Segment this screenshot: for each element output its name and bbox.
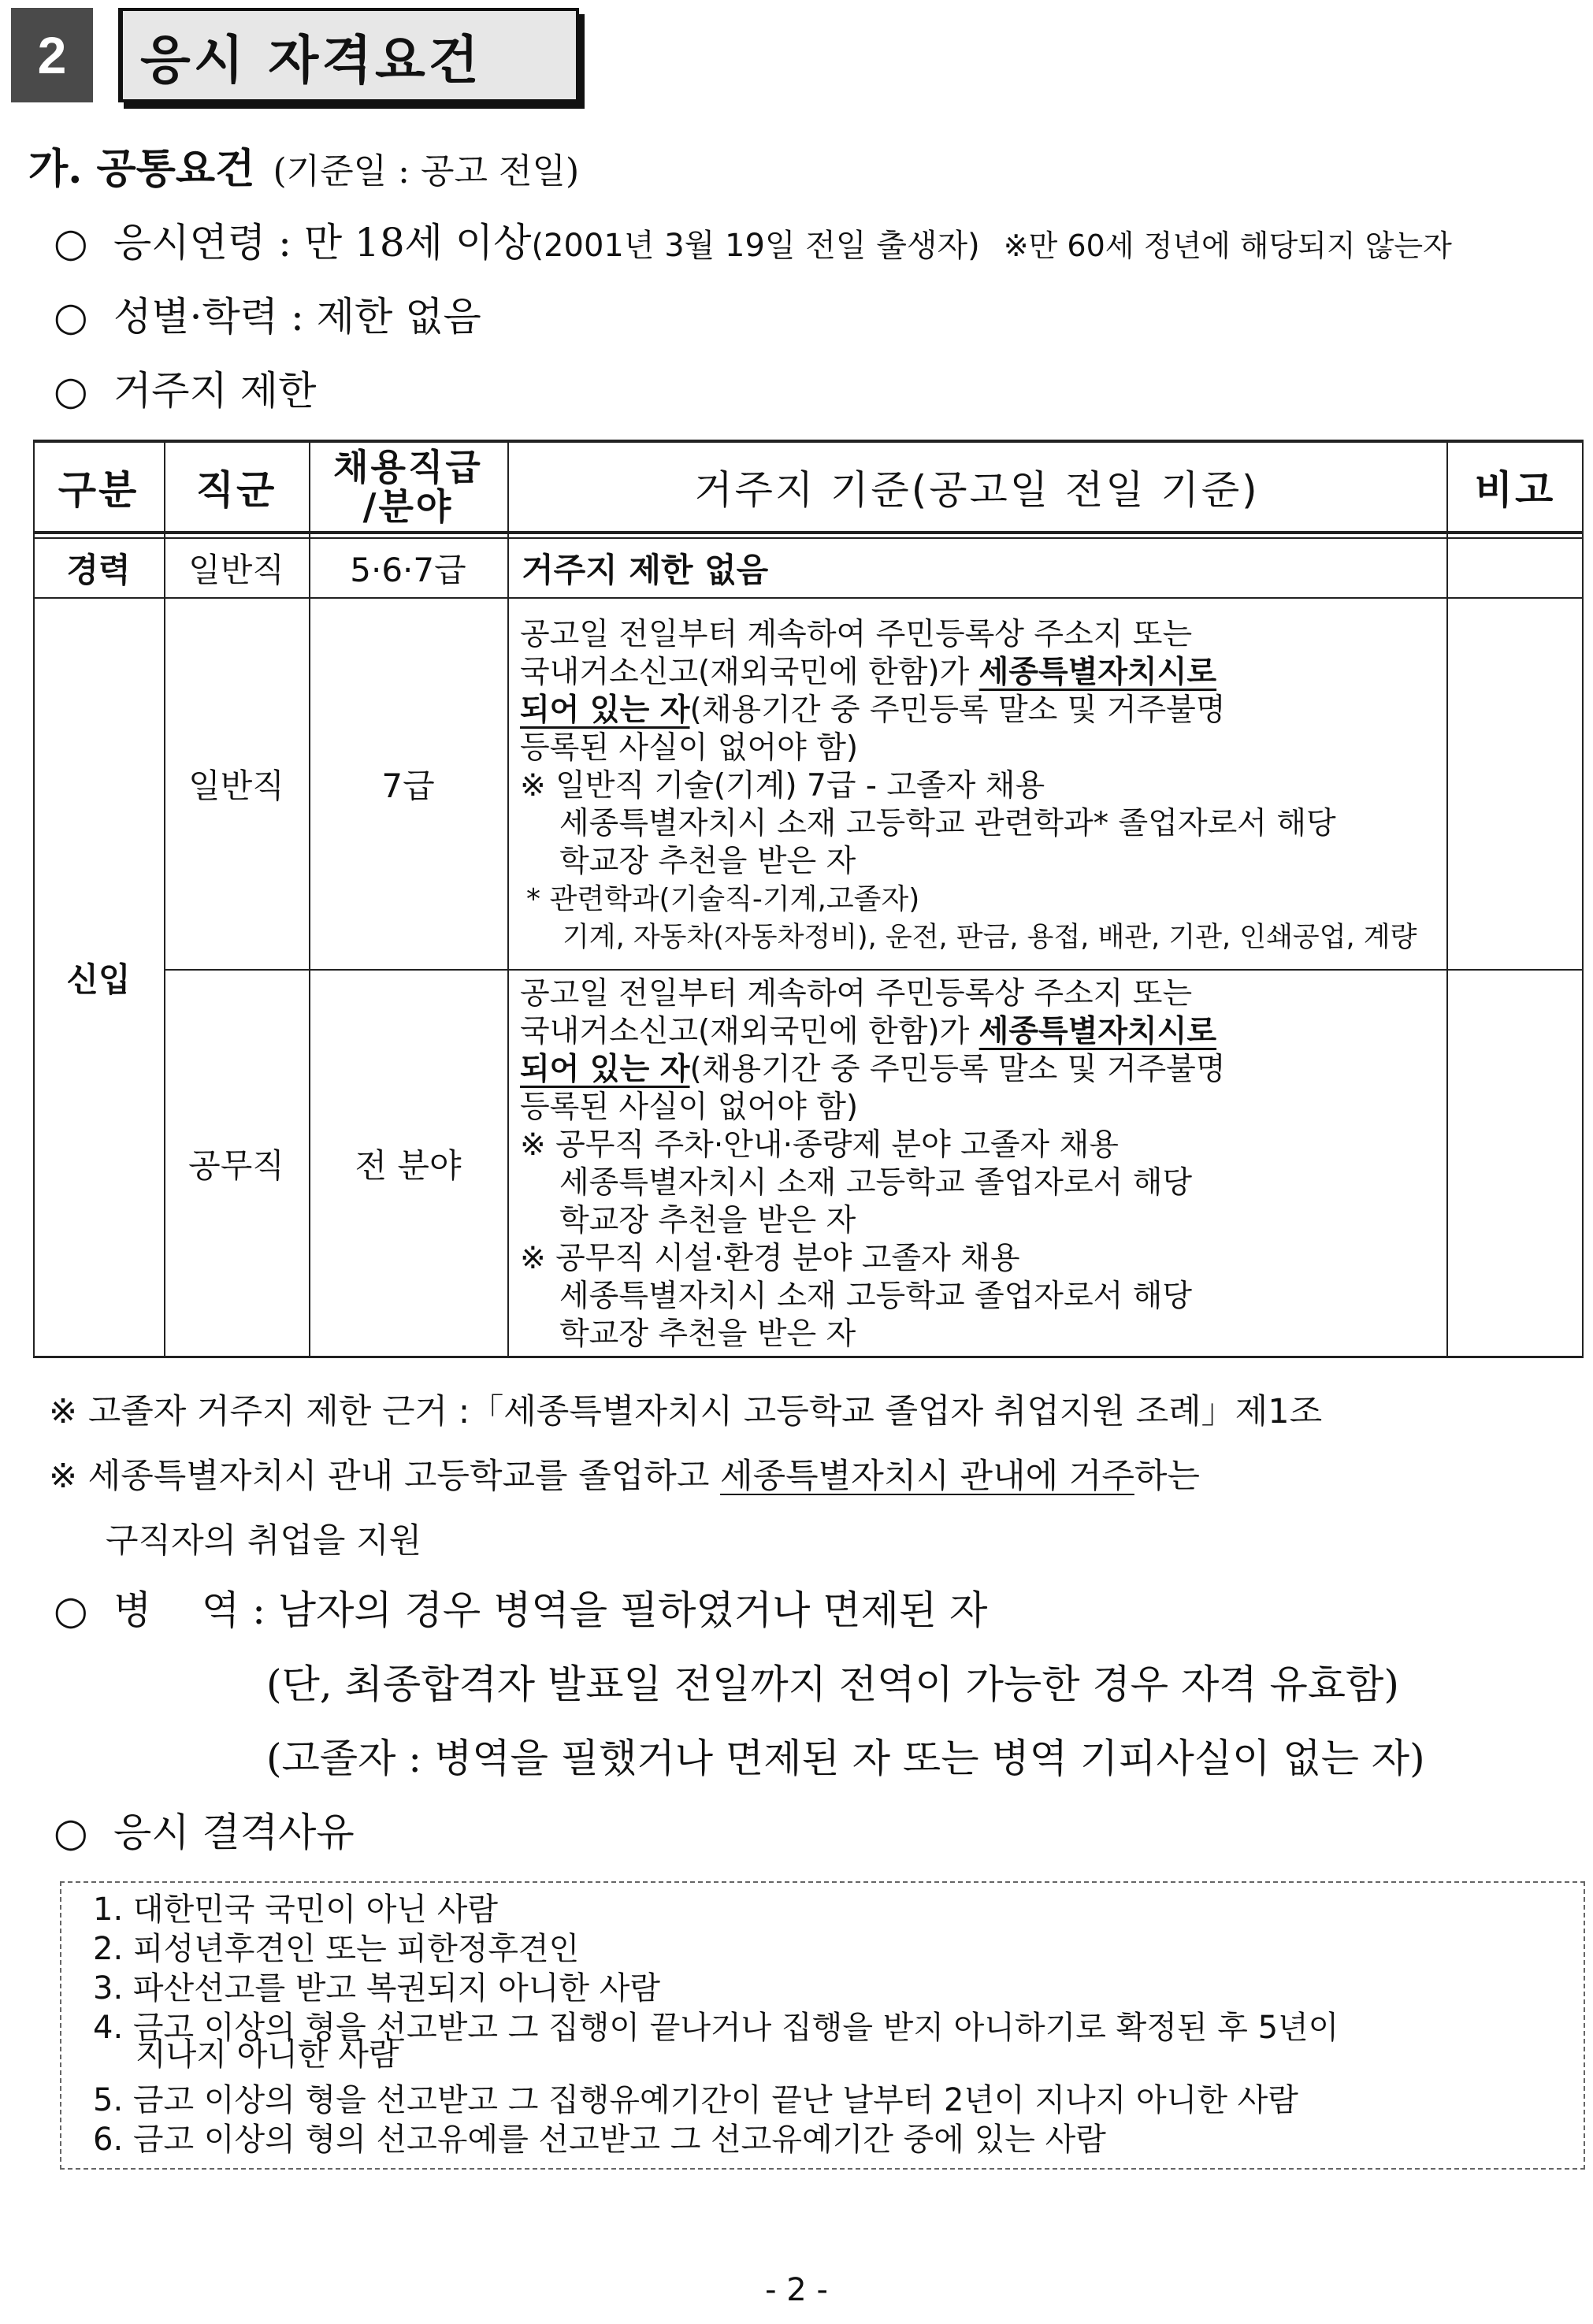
header-grade-line1: 채용직급 xyxy=(333,446,483,488)
gender-edu-label: 성별·학력 : 제한 없음 xyxy=(113,294,481,340)
header-criteria: 거주지 기준(공고일 전일 기준) xyxy=(694,467,1260,513)
gender-edu-line xyxy=(54,285,481,342)
common-heading-line xyxy=(28,136,579,195)
criteria-line: ※ 일반직 기술(기계) 7급 - 고졸자 채용 xyxy=(520,768,1045,804)
age-paren: (2001년 3월 19일 전일 출생자) xyxy=(531,228,980,264)
header-remark: 비고 xyxy=(1474,467,1556,513)
residence-table xyxy=(33,440,1584,1358)
list-item: 2. 피성년후견인 또는 피한정후견인 xyxy=(93,1931,580,1967)
residence-label: 거주지 제한 xyxy=(113,368,317,414)
age-line xyxy=(54,211,1452,268)
criteria-line: 학교장 추천을 받은 자 xyxy=(559,844,856,879)
bullet-circle: ○ xyxy=(54,294,88,340)
section-number: 2 xyxy=(11,8,93,102)
military-line xyxy=(54,1579,987,1635)
criteria-text: 국내거소신고(재외국민에 한함)가 xyxy=(520,655,979,690)
career-grade: 5·6·7급 xyxy=(350,551,466,589)
common-heading-note: (기준일 : 공고 전일) xyxy=(273,151,580,191)
bullet-circle: ○ xyxy=(54,368,88,414)
criteria-line: 공고일 전일부터 계속하여 주민등록상 주소지 또는 xyxy=(520,617,1193,652)
criteria-text: (채용기간 중 주민등록 말소 및 거주불명 xyxy=(689,1052,1226,1087)
criteria-line xyxy=(520,692,1226,729)
criteria-text: 국내거소신고(재외국민에 한함)가 xyxy=(520,1014,979,1049)
new-general-job: 일반직 xyxy=(188,767,284,805)
page-number: - 2 - xyxy=(765,2272,828,2308)
new-public-grade: 전 분야 xyxy=(355,1146,462,1185)
age-label: 응시연령 : 만 18세 이상 xyxy=(113,220,532,265)
disqualification-heading: 응시 결격사유 xyxy=(113,1810,355,1855)
note-text: ※ 세종특별자치시 관내 고등학교를 졸업하고 xyxy=(49,1457,721,1496)
header-category: 구분 xyxy=(58,467,139,513)
section-title: 응시 자격요건 xyxy=(118,8,579,102)
new-category: 신입 xyxy=(66,960,131,999)
list-item: 1. 대한민국 국민이 아닌 사람 xyxy=(93,1891,499,1928)
criteria-line: 등록된 사실이 없어야 함) xyxy=(520,1090,859,1125)
disqualification-heading-line xyxy=(54,1801,355,1858)
bullet-circle: ○ xyxy=(54,1587,88,1633)
bullet-circle: ○ xyxy=(54,220,88,265)
list-item: 4. 금고 이상의 형을 선고받고 그 집행이 끝나거나 집행을 받지 아니하기로 확정된 후 5년이 xyxy=(93,2010,1339,2046)
header-grade xyxy=(309,443,507,531)
table-border xyxy=(33,531,1584,534)
criteria-line: * 관련학과(기술직-기계,고졸자) xyxy=(526,883,920,915)
criteria-line xyxy=(520,1013,1216,1051)
military-note-2: (고졸자 : 병역을 필했거나 면제된 자 또는 병역 기피사실이 없는 자) xyxy=(266,1736,1425,1781)
criteria-line: 세종특별자치시 소재 고등학교 관련학과* 졸업자로서 해당 xyxy=(559,806,1336,841)
criteria-emphasis: 세종특별자치시로 xyxy=(978,655,1217,690)
criteria-line: 등록된 사실이 없어야 함) xyxy=(520,730,859,766)
criteria-line: 기계, 자동차(자동차정비), 운전, 판금, 용접, 배관, 기관, 인쇄공업, 계량 xyxy=(563,922,1417,953)
new-general-grade: 7급 xyxy=(381,767,435,805)
common-heading: 가. 공통요건 xyxy=(28,145,255,193)
list-item-continuation: 지나지 아니한 사람 xyxy=(136,2036,399,2073)
table-border xyxy=(1446,440,1448,1358)
career-job: 일반직 xyxy=(188,551,284,589)
list-item: 3. 파산선고를 받고 복권되지 아니한 사람 xyxy=(93,1970,660,2007)
criteria-line xyxy=(520,654,1216,692)
bullet-circle: ○ xyxy=(54,1810,88,1855)
note-legal-basis: ※ 고졸자 거주지 제한 근거 :「세종특별자치시 고등학교 졸업자 취업지원 조례」제1조 xyxy=(49,1392,1323,1431)
criteria-emphasis: 되어 있는 자 xyxy=(520,1052,690,1087)
criteria-line: 세종특별자치시 소재 고등학교 졸업자로서 해당 xyxy=(559,1165,1193,1201)
note-continuation: 구직자의 취업을 지원 xyxy=(106,1521,422,1561)
disqualification-box xyxy=(60,1881,1585,2170)
criteria-line: 세종특별자치시 소재 고등학교 졸업자로서 해당 xyxy=(559,1279,1193,1314)
military-label: 병 역 : 남자의 경우 병역을 필하였거나 면제된 자 xyxy=(113,1587,988,1633)
criteria-text: (채용기간 중 주민등록 말소 및 거주불명 xyxy=(689,692,1226,728)
career-category: 경력 xyxy=(66,551,131,589)
list-item: 5. 금고 이상의 형을 선고받고 그 집행유예기간이 끝난 날부터 2년이 지나지 아니한 사람 xyxy=(93,2082,1298,2118)
table-border xyxy=(507,440,509,1358)
table-border xyxy=(1582,440,1584,1358)
criteria-line: 학교장 추천을 받은 자 xyxy=(559,1316,856,1352)
residence-line xyxy=(54,359,316,416)
new-public-job: 공무직 xyxy=(188,1146,284,1185)
criteria-line: ※ 공무직 주차·안내·종량제 분야 고졸자 채용 xyxy=(520,1127,1119,1163)
criteria-emphasis: 되어 있는 자 xyxy=(520,692,690,728)
career-criteria: 거주지 제한 없음 xyxy=(522,551,769,589)
list-item: 6. 금고 이상의 형의 선고유예를 선고받고 그 선고유예기간 중에 있는 사람 xyxy=(93,2122,1106,2158)
age-note: ※만 60세 정년에 해당되지 않는자 xyxy=(1003,228,1452,263)
header-job: 직군 xyxy=(195,467,277,513)
note-text: 하는 xyxy=(1134,1457,1200,1496)
criteria-emphasis: 세종특별자치시로 xyxy=(978,1014,1217,1049)
criteria-line: ※ 공무직 시설·환경 분야 고졸자 채용 xyxy=(520,1241,1020,1276)
criteria-line xyxy=(520,1051,1226,1089)
note-emphasis: 세종특별자치시 관내에 거주 xyxy=(720,1457,1134,1496)
note-purpose xyxy=(49,1450,1200,1498)
criteria-line: 학교장 추천을 받은 자 xyxy=(559,1203,856,1238)
military-note-1: (단, 최종합격자 발표일 전일까지 전역이 가능한 경우 자격 유효함) xyxy=(266,1661,1399,1707)
criteria-line: 공고일 전일부터 계속하여 주민등록상 주소지 또는 xyxy=(520,976,1193,1012)
header-grade-line2: /분야 xyxy=(362,485,454,528)
